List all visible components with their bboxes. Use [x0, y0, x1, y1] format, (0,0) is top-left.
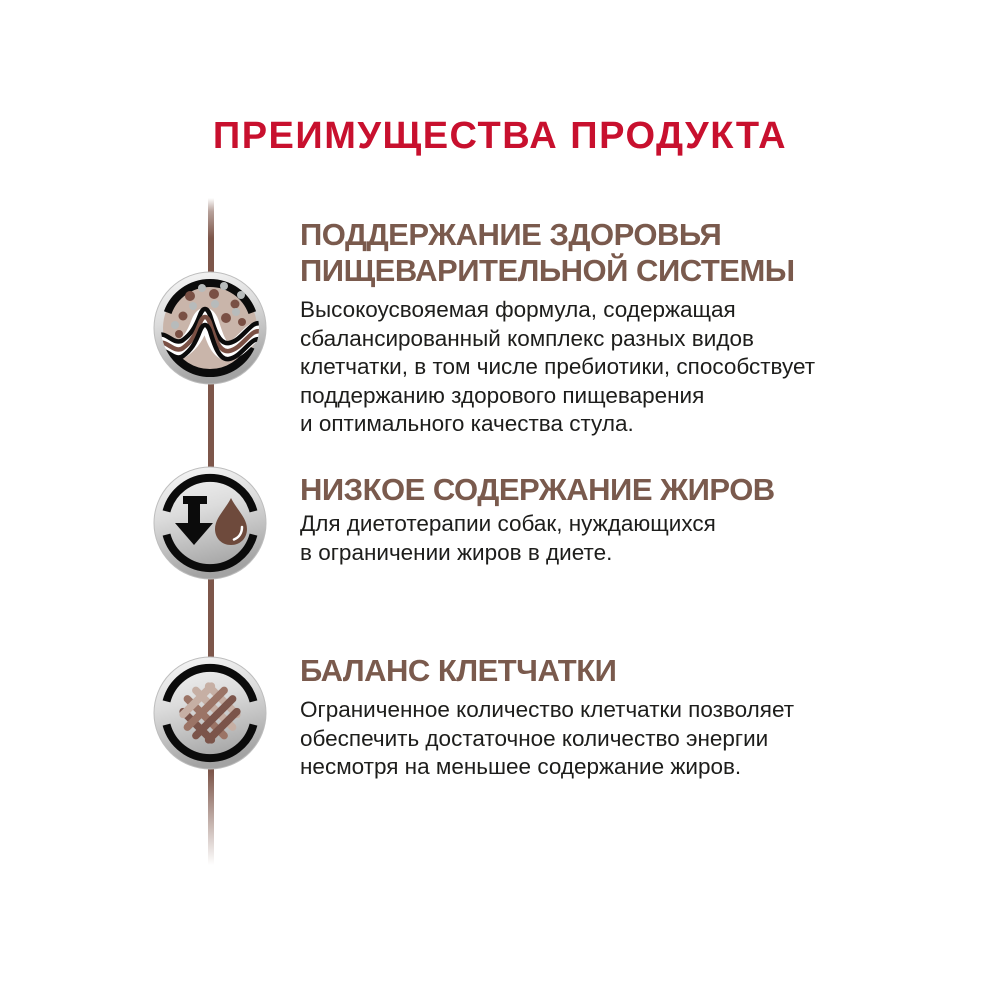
- body-line: сбалансированный комплекс разных видов: [300, 325, 754, 351]
- page-title: ПРЕИМУЩЕСТВА ПРОДУКТА: [212, 115, 788, 157]
- low-fat-drop-icon: [153, 466, 267, 580]
- body-line: несмотря на меньшее содержание жиров.: [300, 754, 742, 779]
- body-line: клетчатки, в том числе пребиотики, способствует: [300, 354, 816, 379]
- heading-line: НИЗКОЕ СОДЕРЖАНИЕ ЖИРОВ: [300, 472, 775, 507]
- body-line: Высокоусвояемая формула, содержащая: [300, 297, 736, 322]
- section-3-body: [300, 696, 794, 782]
- body-line: в ограничении жиров в диете.: [300, 539, 613, 565]
- body-line: и оптимального качества стула.: [300, 411, 634, 436]
- body-line: поддержанию здорового пищеварения: [300, 382, 705, 408]
- section-2-body: [300, 510, 716, 567]
- body-line: обеспечить достаточное количество энергии: [300, 725, 769, 751]
- heading-line: БАЛАНС КЛЕТЧАТКИ: [300, 653, 617, 688]
- digestive-tract-icon: [153, 271, 267, 385]
- body-line: Ограниченное количество клетчатки позволяет: [300, 697, 795, 722]
- fibre-balance-icon: [153, 656, 267, 770]
- heading-line: ПОДДЕРЖАНИЕ ЗДОРОВЬЯ: [300, 217, 722, 252]
- section-1-heading: [300, 217, 795, 289]
- section-3-heading: [300, 653, 616, 689]
- body-line: Для диетотерапии собак, нуждающихся: [300, 511, 716, 536]
- section-2-heading: [300, 472, 775, 508]
- section-1-body: [300, 296, 815, 439]
- heading-line: ПИЩЕВАРИТЕЛЬНОЙ СИСТЕМЫ: [300, 253, 795, 288]
